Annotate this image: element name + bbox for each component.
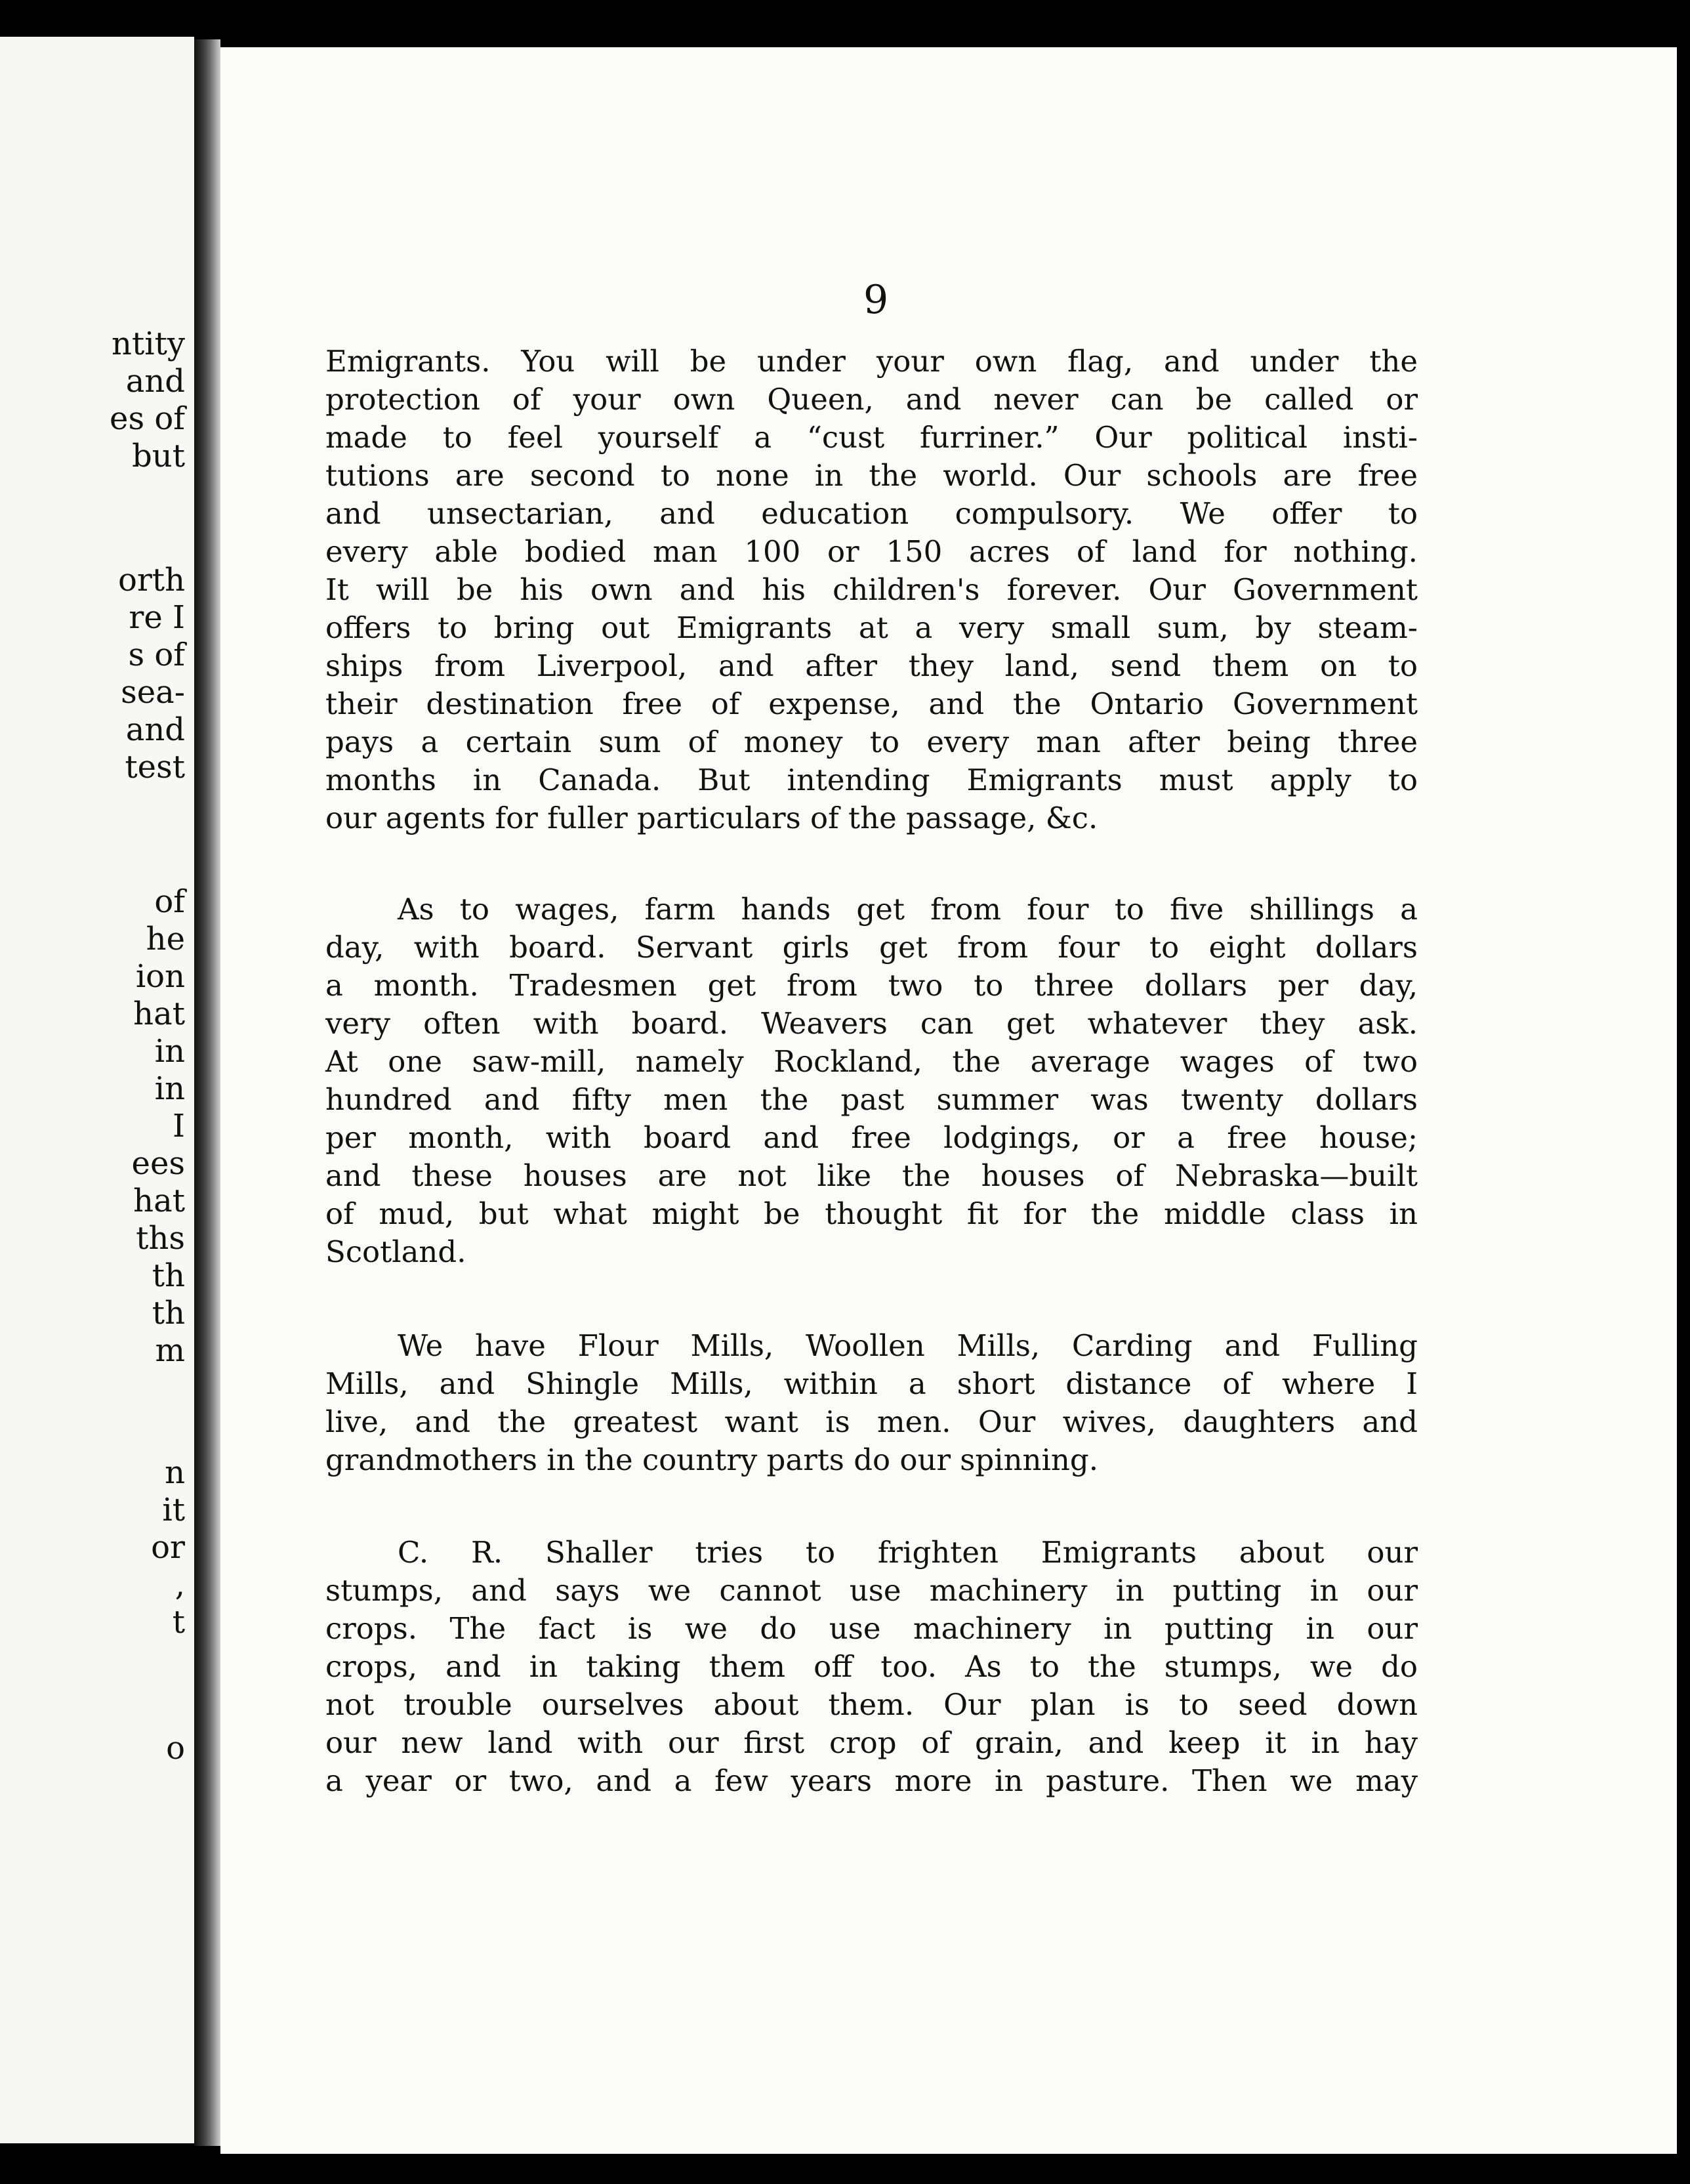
left-fragment: sea-	[121, 674, 185, 711]
text-line: crops. The fact is we do use machinery in putting in our	[325, 1611, 1418, 1646]
paragraph-4	[325, 1534, 1418, 1800]
left-fragment: of	[154, 883, 185, 920]
text-line: and these houses are not like the houses of Nebraska—built	[325, 1158, 1418, 1193]
left-fragment: orth	[117, 562, 185, 598]
text-line: their destination free of expense, and the Ontario Government	[325, 686, 1418, 721]
left-fragment: and	[125, 363, 185, 400]
text-line: every able bodied man 100 or 150 acres of land for nothing.	[325, 534, 1418, 569]
book-page	[220, 47, 1677, 2154]
left-fragment: but	[132, 438, 185, 474]
text-line: stumps, and says we cannot use machinery in putting in our	[325, 1573, 1418, 1608]
left-fragment: es of	[110, 400, 185, 437]
text-line: hundred and fifty men the past summer was twenty dollars	[325, 1082, 1418, 1117]
left-fragment: m	[155, 1332, 185, 1369]
text-line: and unsectarian, and education compulsory. We offer to	[325, 496, 1418, 531]
text-line-content: As to wages, farm hands get from four to five shillings a	[398, 892, 1418, 927]
left-fragment: re I	[129, 599, 185, 636]
text-line: offers to bring out Emigrants at a very small sum, by steam-	[325, 610, 1418, 645]
left-fragment: in	[154, 1033, 185, 1070]
left-fragment: ,	[175, 1566, 185, 1603]
left-fragment: o	[166, 1730, 185, 1767]
text-line-content: C. R. Shaller tries to frighten Emigrants about our	[398, 1535, 1418, 1570]
text-line: per month, with board and free lodgings, or a free house;	[325, 1120, 1418, 1155]
text-line: very often with board. Weavers can get whatever they ask.	[325, 1006, 1418, 1041]
left-fragment: it	[162, 1492, 185, 1528]
text-line: made to feel yourself a “cust furriner.” Our political insti-	[325, 420, 1418, 455]
left-fragment: in	[154, 1070, 185, 1107]
paragraph-2	[325, 891, 1418, 1271]
text-line: ships from Liverpool, and after they land, send them on to	[325, 648, 1418, 683]
left-fragment: or	[151, 1529, 185, 1566]
left-fragment: ees	[131, 1145, 185, 1182]
left-fragment: I	[173, 1108, 185, 1144]
left-fragment: test	[125, 749, 185, 786]
text-line: a month. Tradesmen get from two to three dollars per day,	[325, 968, 1418, 1003]
text-line: our agents for fuller particulars of the passage, &c.	[325, 801, 1098, 835]
text-line: months in Canada. But intending Emigrants must apply to	[325, 763, 1418, 797]
text-line: a year or two, and a few years more in pasture. Then we may	[325, 1763, 1418, 1798]
text-line: Mills, and Shingle Mills, within a short distance of where I	[325, 1366, 1418, 1401]
text-line	[325, 891, 1418, 929]
text-line: not trouble ourselves about them. Our plan is to seed down	[325, 1687, 1418, 1722]
left-fragment: hat	[133, 1183, 185, 1219]
text-line: grandmothers in the country parts do our spinning.	[325, 1442, 1099, 1477]
text-line: It will be his own and his children's forever. Our Government	[325, 572, 1418, 607]
text-line: our new land with our first crop of grain, and keep it in hay	[325, 1725, 1418, 1760]
text-line	[325, 1327, 1418, 1365]
previous-page-edge	[0, 37, 194, 2143]
text-line: pays a certain sum of money to every man after being three	[325, 724, 1418, 759]
left-fragment: he	[146, 921, 185, 957]
text-line: Emigrants. You will be under your own flag, and under the	[325, 344, 1418, 379]
paragraph-3	[325, 1327, 1418, 1479]
text-line-content: We have Flour Mills, Woollen Mills, Carding and Fulling	[398, 1328, 1418, 1363]
page-number: 9	[863, 277, 889, 323]
left-fragment: ion	[135, 958, 185, 995]
text-line: of mud, but what might be thought fit for the middle class in	[325, 1196, 1418, 1231]
text-line: crops, and in taking them off too. As to the stumps, we do	[325, 1649, 1418, 1684]
book-gutter	[194, 39, 220, 2146]
left-fragment: ntity	[112, 326, 185, 362]
left-fragment: s of	[128, 637, 185, 673]
left-fragment: ths	[136, 1220, 185, 1257]
left-fragment: th	[152, 1295, 185, 1332]
text-line: live, and the greatest want is men. Our wives, daughters and	[325, 1404, 1418, 1439]
left-fragment: th	[152, 1257, 185, 1294]
left-fragment: t	[172, 1604, 185, 1641]
text-line	[325, 1534, 1418, 1572]
text-line: protection of your own Queen, and never can be called or	[325, 382, 1418, 417]
left-fragment: and	[125, 711, 185, 748]
left-fragment: hat	[133, 996, 185, 1032]
left-fragment: n	[165, 1454, 185, 1491]
text-line: Scotland.	[325, 1234, 466, 1269]
paragraph-1	[325, 343, 1418, 837]
text-line: At one saw-mill, namely Rockland, the average wages of two	[325, 1044, 1418, 1079]
text-line: day, with board. Servant girls get from four to eight dollars	[325, 930, 1418, 965]
text-line: tutions are second to none in the world. Our schools are free	[325, 458, 1418, 493]
